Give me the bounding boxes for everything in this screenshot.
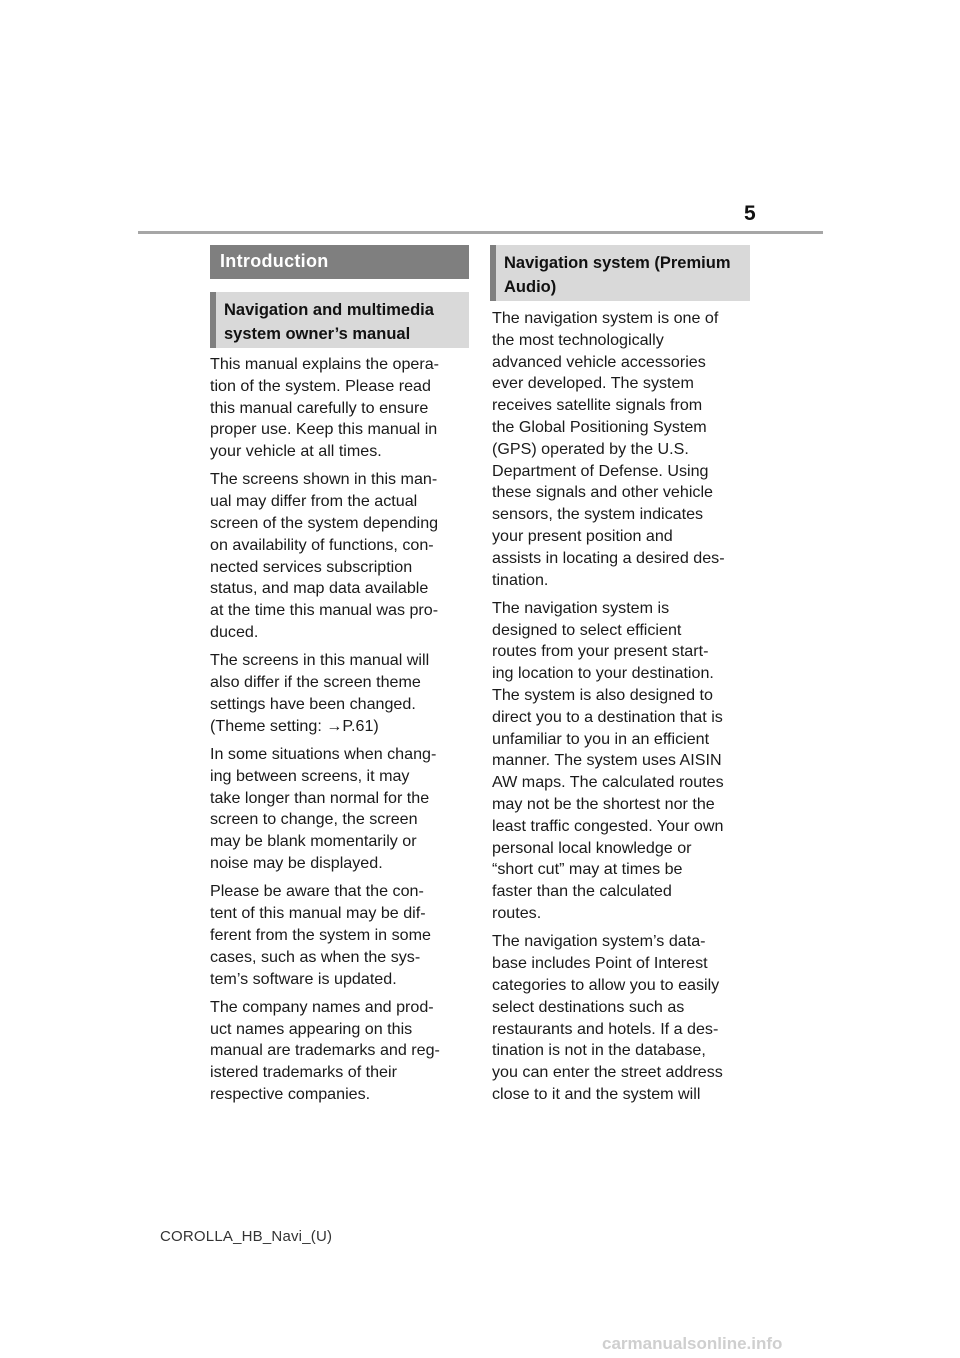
left-column-body xyxy=(210,354,472,1112)
paragraph: The company names and prod- uct names appearing on this manual are trademarks and reg- istered trademarks of their respective companies. xyxy=(210,997,440,1103)
paragraph: In some situations when chang- ing between screens, it may take longer than normal for the screen to change, the screen may be blank momentarily or noise may be displayed. xyxy=(210,745,437,873)
subsection-title-text: Navigation system (Premium Audio) xyxy=(504,254,731,296)
subsection-title-navigation-system xyxy=(490,245,750,301)
header-divider xyxy=(138,231,823,234)
watermark: carmanualsonline.info xyxy=(602,1334,783,1353)
footer-document-id: COROLLA_HB_Navi_(U) xyxy=(160,1228,333,1245)
paragraph: This manual explains the opera- tion of the system. Please read this manual carefully to ensure proper use. Keep this manual in your vehicle at all times. xyxy=(210,355,440,461)
paragraph: The screens shown in this man- ual may differ from the actual screen of the system depending on availability of functions, con- nected services subscription status, and map data available at the time this manual was pro- duced. xyxy=(210,470,439,642)
paragraph: The screens in this manual will also differ if the screen theme settings have been changed. (Theme setting: →P.61) xyxy=(210,651,430,735)
subsection-title-owners-manual xyxy=(210,292,469,348)
paragraph: The navigation system is designed to select efficient routes from your present start- ing location to your destination. The system is also designed to direct you to a destination that is unfamiliar to you in an efficient manner. The system uses AISIN AW maps. The calculated routes may not be the shortest nor the least traffic congested. Your own personal local knowledge or “short cut” may at times be faster than the calculated routes. xyxy=(492,598,724,923)
paragraph: The navigation system’s data- base includes Point of Interest categories to allow you to easily select destinations such as restaurants and hotels. If a des- tination is not in the database, you can enter the street address close to it and the system will xyxy=(492,932,723,1103)
page-number: 5 xyxy=(744,202,756,225)
paragraph: Please be aware that the con- tent of this manual may be dif- ferent from the system in some cases, such as when the sys- tem’s software is updated. xyxy=(210,882,431,988)
paragraph: The navigation system is one of the most technologically advanced vehicle accessories ever developed. The system receives satellite signals from the Global Positioning System (GPS) operated by the U.S. Department of Defense. Using these signals and other vehicle sensors, the system indicates your present position and assists in locating a desired des- tination. xyxy=(492,309,725,589)
subsection-title-text: Navigation and multimedia system owner’s manual xyxy=(224,301,434,343)
section-title-introduction: Introduction xyxy=(210,245,469,279)
right-column-body xyxy=(492,308,754,1112)
